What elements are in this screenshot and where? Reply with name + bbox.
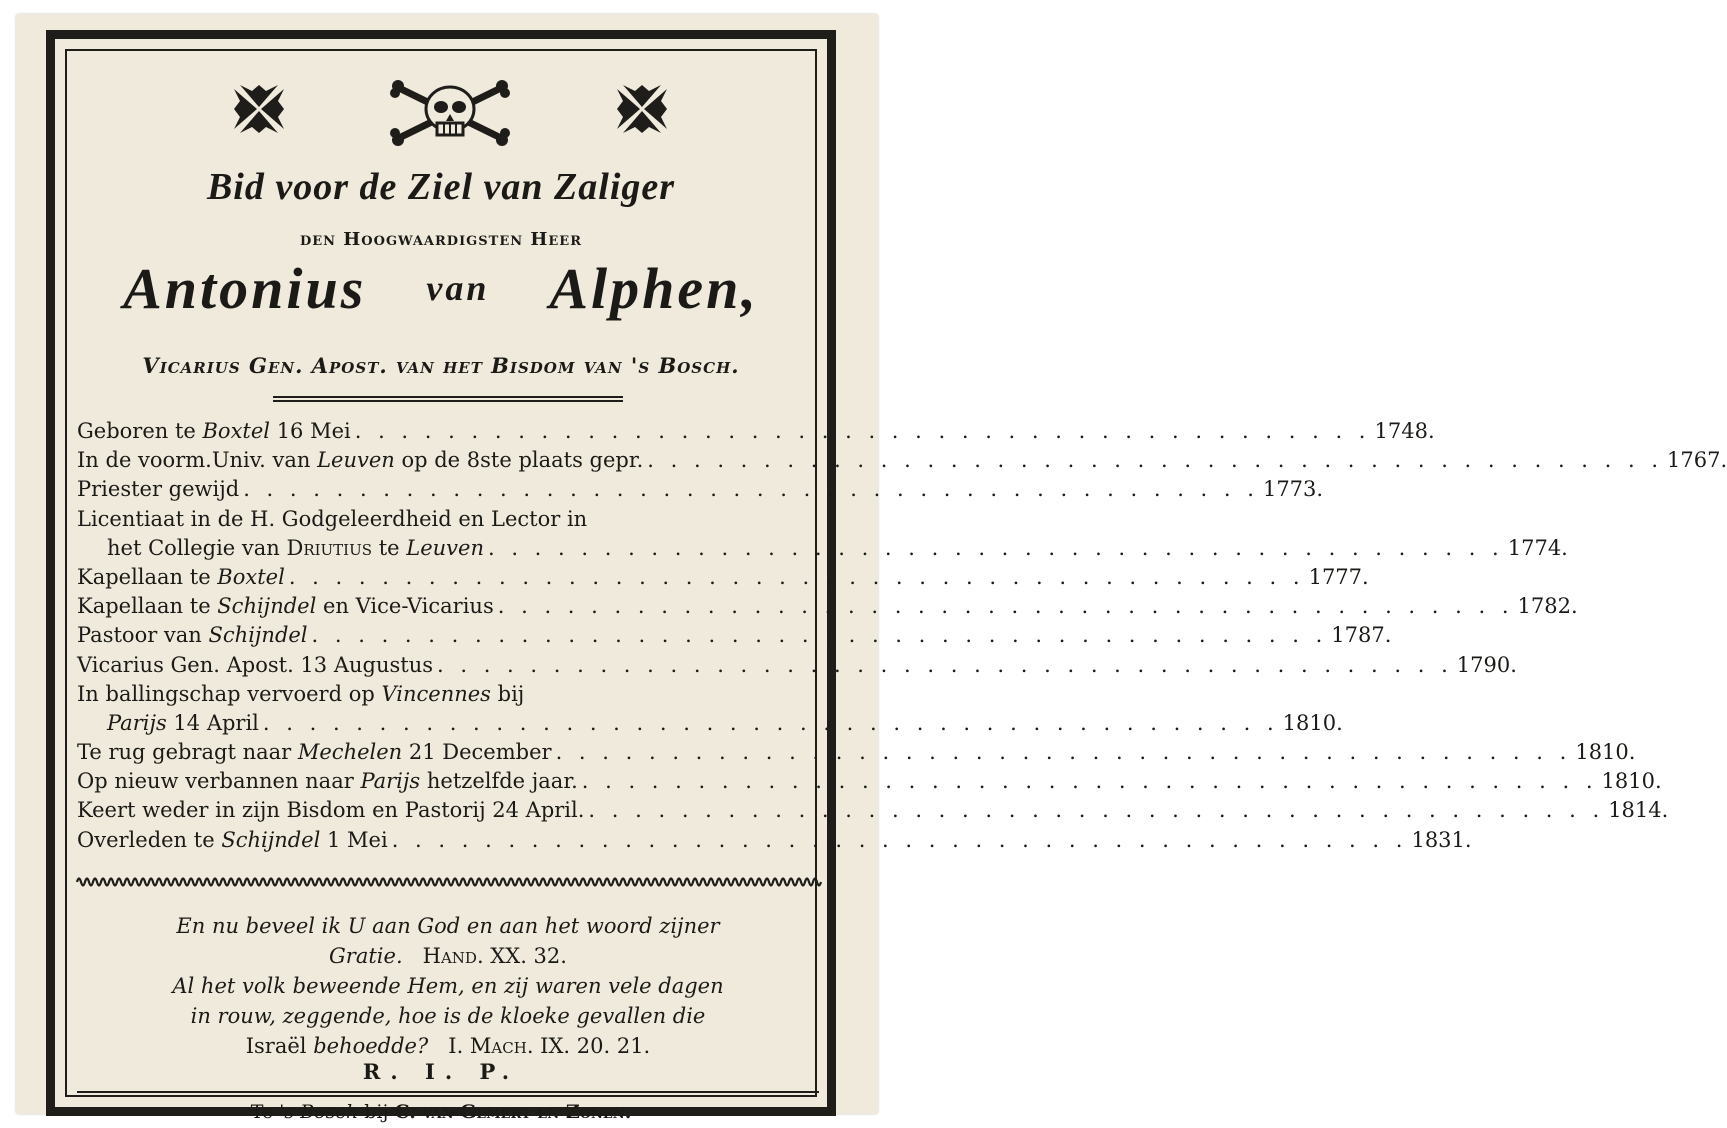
event-year: 1790. <box>1456 652 1517 677</box>
quote-line-5a: Israël <box>245 1034 307 1058</box>
timeline-row <box>77 448 1727 477</box>
event-year: 1777. <box>1308 564 1369 589</box>
dot-leader: . . . . . . . . . . . . . . . . . . . . . . . . . . . . . . . . . . . . . . . . . . . . <box>588 798 1605 823</box>
timeline-row <box>77 507 819 536</box>
printer-mid: bij <box>358 1101 395 1123</box>
event-em: Parijs <box>360 769 421 794</box>
event-em: Mechelen <box>297 740 403 765</box>
event-pre: Pastoor van <box>77 623 209 648</box>
ornament-row <box>55 81 827 137</box>
event-post: 16 Mei <box>270 419 351 443</box>
event-year: 1767. <box>1667 448 1727 473</box>
timeline-event <box>77 828 388 852</box>
printer-place: 's Bosch <box>279 1101 359 1123</box>
event-post: op de 8ste plaats gepr. <box>394 448 644 473</box>
timeline-row <box>77 419 1435 448</box>
quote-ref-2: I. Mach. IX. 20. 21. <box>448 1034 651 1058</box>
event-pre: Kapellaan te <box>77 564 218 589</box>
event-year: 1773. <box>1262 477 1324 502</box>
event-em: Leuven <box>406 535 484 560</box>
event-post: 14 April <box>166 710 259 735</box>
event-year: 1814. <box>1608 798 1669 823</box>
event-pre: Op nieuw verbannen naar <box>77 769 361 794</box>
event-em: Boxtel <box>217 564 285 589</box>
timeline-event <box>77 769 578 793</box>
event-pre: Licentiaat in de H. Godgeleerdheid en Lector in <box>77 506 588 531</box>
timeline-event <box>77 653 433 677</box>
event-pre: Overleden te <box>77 827 222 852</box>
event-year: 1831. <box>1411 827 1472 852</box>
event-year: 1782. <box>1517 594 1578 619</box>
timeline-row <box>77 594 1578 623</box>
timeline-row <box>77 798 1669 827</box>
event-post: en Vice-Vicarius <box>316 594 494 619</box>
event-year: 1810. <box>1601 769 1662 794</box>
event-pre2: te <box>372 535 407 560</box>
event-em: Schijndel <box>217 594 317 619</box>
timeline-event <box>107 536 484 560</box>
event-em: Parijs <box>107 710 167 735</box>
bottom-rule <box>77 1091 819 1093</box>
event-em: Leuven <box>317 448 395 473</box>
event-pre: Te rug gebragt naar <box>77 740 298 765</box>
timeline-event <box>77 507 819 531</box>
timeline-row <box>77 623 1392 652</box>
event-year: 1787. <box>1331 623 1392 648</box>
mourning-border <box>46 30 1727 1123</box>
maltese-cross-icon <box>230 81 288 137</box>
quote-line-1: En nu beveel ik U aan God en aan het woord zijner <box>176 914 720 938</box>
wavy-divider <box>77 875 819 889</box>
timeline-event <box>107 711 259 735</box>
dot-leader: . . . . . . . . . . . . . . . . . . . . . . . . . . . . . . . . . . . . . . . . . . . . <box>581 769 1598 794</box>
dot-leader: . . . . . . . . . . . . . . . . . . . . . . . . . . . . . . . . . . . . . . . . . . . . <box>487 535 1504 560</box>
event-year: 1810. <box>1575 740 1636 765</box>
event-post: bij <box>490 681 525 706</box>
timeline-row <box>77 564 1369 594</box>
quote-line-5b: behoedde? <box>313 1034 429 1058</box>
timeline-row <box>77 827 1472 857</box>
dot-leader: . . . . . . . . . . . . . . . . . . . . . . . . . . . . . . . . . . . . . . . . . . . . <box>354 419 1371 443</box>
dot-leader: . . . . . . . . . . . . . . . . . . . . . . . . . . . . . . . . . . . . . . . . . . . . <box>391 827 1408 852</box>
timeline-event <box>77 623 308 647</box>
event-pre: Geboren te <box>77 419 203 443</box>
rip-text: R. I. P. <box>362 1059 520 1084</box>
event-pre: Priester gewijd <box>77 477 240 502</box>
event-pre: Kapellaan te <box>77 594 218 619</box>
timeline-row <box>77 682 819 711</box>
timeline-event <box>77 477 239 501</box>
dot-leader: . . . . . . . . . . . . . . . . . . . . . . . . . . . . . . . . . . . . . . . . . . . . <box>555 740 1572 765</box>
event-pre: Keert weder in zijn Bisdom en Pastorij 24 April. <box>77 798 585 823</box>
event-post: hetzelfde jaar. <box>420 769 578 794</box>
timeline-row <box>77 535 1568 565</box>
quote-line-3: Al het volk beweende Hem, en zij waren vele dagen <box>172 974 724 998</box>
quote-line-4: in rouw, zeggende, hoe is de kloeke gevallen die <box>190 1004 706 1028</box>
name-last: Alphen, <box>549 256 759 321</box>
event-pre: In ballingschap vervoerd op <box>77 681 382 706</box>
timeline-row <box>77 652 1517 682</box>
timeline-event <box>77 419 351 443</box>
maltese-cross-icon <box>613 81 671 137</box>
event-em: Boxtel <box>202 419 271 443</box>
biography-timeline <box>77 419 1727 857</box>
office-title: Vicarius Gen. Apost. van het Bisdom van 's Bosch. <box>142 353 740 378</box>
printer-firm: C. van Gemert en Zonen. <box>394 1101 632 1123</box>
event-year: 1748. <box>1374 419 1435 443</box>
event-em: Schijndel <box>221 827 321 852</box>
timeline-event <box>77 740 552 764</box>
timeline-row <box>77 477 1324 506</box>
quote-ref-1: Hand. XX. 32. <box>422 944 567 968</box>
dot-leader: . . . . . . . . . . . . . . . . . . . . . . . . . . . . . . . . . . . . . . . . . . . . <box>243 477 1259 502</box>
dot-leader: . . . . . . . . . . . . . . . . . . . . . . . . . . . . . . . . . . . . . . . . . . . . <box>437 652 1453 677</box>
deceased-name <box>55 255 827 322</box>
double-rule-divider <box>273 396 623 402</box>
dot-leader: . . . . . . . . . . . . . . . . . . . . . . . . . . . . . . . . . . . . . . . . . . . . <box>497 594 1514 619</box>
dot-leader: . . . . . . . . . . . . . . . . . . . . . . . . . . . . . . . . . . . . . . . . . . . . <box>262 710 1279 735</box>
timeline-row <box>77 740 1636 769</box>
skull-crossbones-icon <box>391 81 509 145</box>
event-year: 1774. <box>1507 535 1568 560</box>
timeline-event <box>77 448 643 472</box>
event-em: Schijndel <box>208 623 308 648</box>
event-pre: Vicarius Gen. Apost. 13 Augustus <box>77 652 433 677</box>
event-pre: het Collegie van <box>107 535 287 560</box>
scripture-quote <box>77 911 819 1061</box>
name-mid: van <box>426 268 490 308</box>
name-first: Antonius <box>123 256 367 321</box>
event-post: 21 December <box>402 740 552 765</box>
event-pre: In de voorm.Univ. van <box>77 448 318 473</box>
timeline-event <box>77 798 584 822</box>
timeline-event <box>77 682 819 706</box>
honorific: den Hoogwaardigsten Heer <box>299 229 583 250</box>
event-sc: Driutius <box>286 535 373 560</box>
event-em: Vincennes <box>381 681 491 706</box>
dot-leader: . . . . . . . . . . . . . . . . . . . . . . . . . . . . . . . . . . . . . . . . . . . . <box>288 564 1305 589</box>
timeline-event <box>77 565 285 589</box>
event-year: 1810. <box>1282 710 1343 735</box>
dot-leader: . . . . . . . . . . . . . . . . . . . . . . . . . . . . . . . . . . . . . . . . . . . . <box>311 623 1328 648</box>
event-post: 1 Mei <box>320 827 388 852</box>
printer-pre: Te <box>250 1101 280 1123</box>
timeline-row <box>77 769 1662 798</box>
memorial-card <box>16 14 1727 1123</box>
dot-leader: . . . . . . . . . . . . . . . . . . . . . . . . . . . . . . . . . . . . . . . . . . . . <box>647 448 1664 473</box>
printer-imprint <box>55 1101 827 1123</box>
prayer-title: Bid voor de Ziel van Zaliger <box>206 166 676 208</box>
timeline-row <box>77 710 1343 740</box>
quote-line-2a: Gratie. <box>329 944 403 968</box>
timeline-event <box>77 594 494 618</box>
